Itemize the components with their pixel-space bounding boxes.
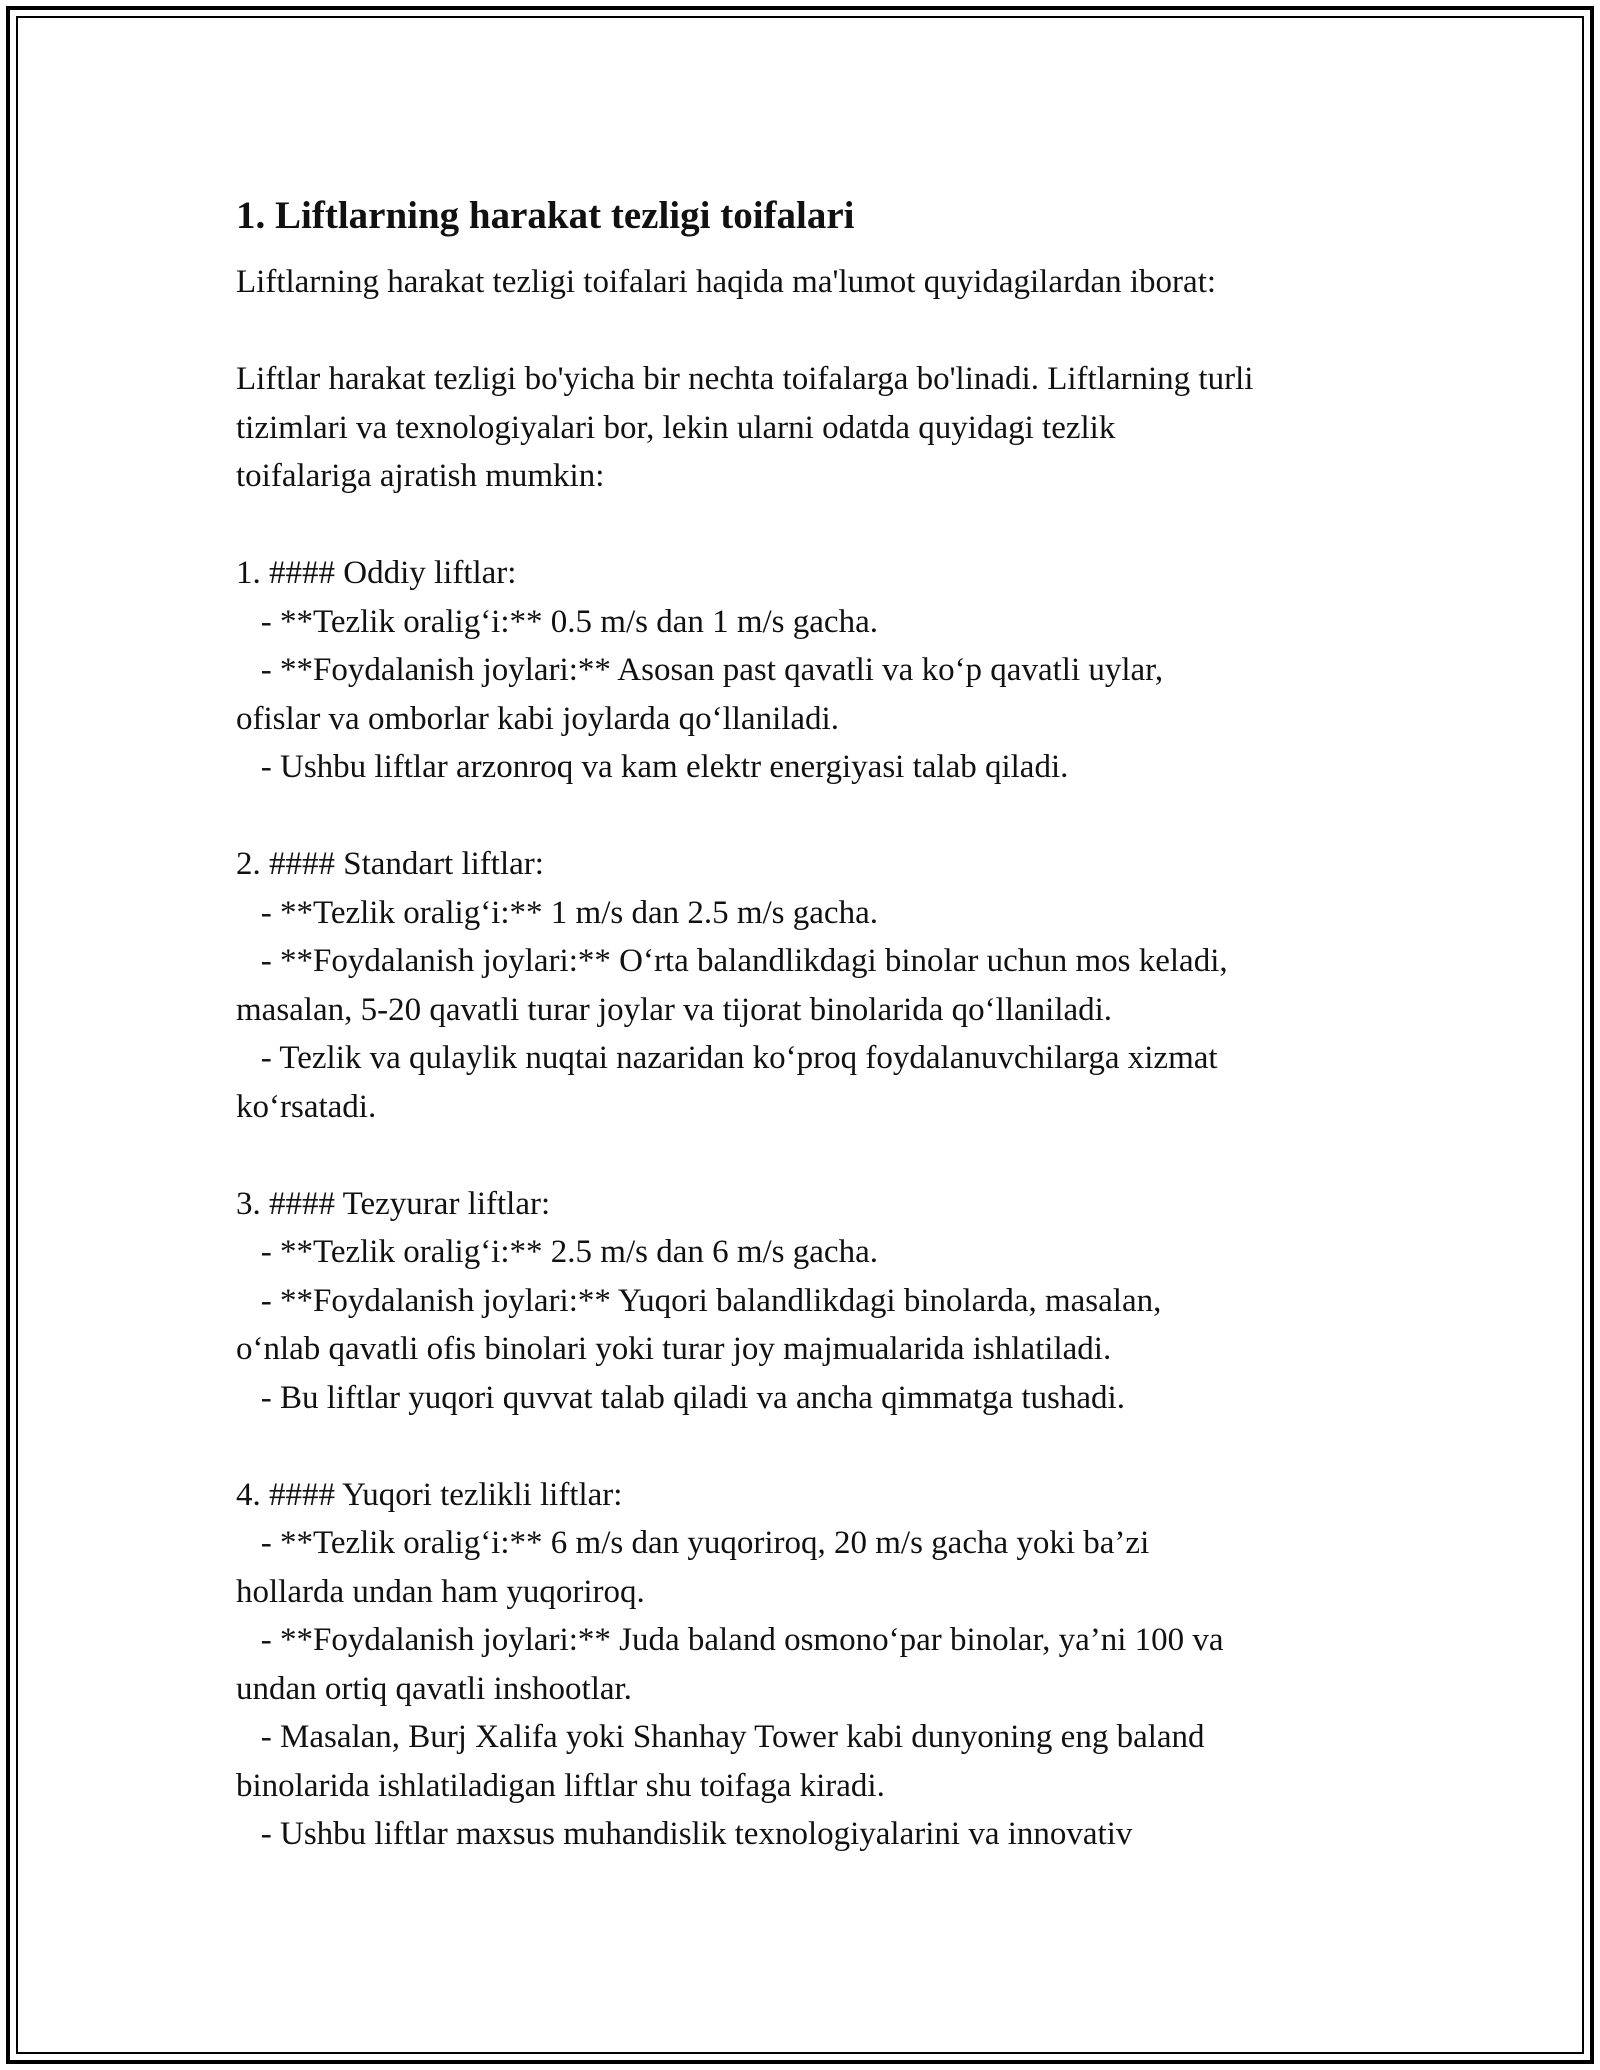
section-line: - Ushbu liftlar arzonroq va kam elektr energiyasi talab qiladi. <box>236 749 1069 785</box>
section-line: - **Foydalanish joylari:** O‘rta balandlikdagi binolar uchun mos keladi, masalan, 5-20 qavatli turar joylar va tijorat binolarida qo‘llaniladi. <box>236 943 1228 1028</box>
section-line: - Bu liftlar yuqori quvvat talab qiladi va ancha qimmatga tushadi. <box>236 1379 1125 1416</box>
section-line: - **Tezlik oralig‘i:** 6 m/s dan yuqoriroq, 20 m/s gacha yoki ba’zi hollarda undan ham yuqoriroq. <box>236 1525 1150 1610</box>
section-line: - **Tezlik oralig‘i:** 2.5 m/s dan 6 m/s gacha. <box>236 1234 878 1270</box>
section-heading: 3. #### Tezyurar liftlar: <box>236 1185 551 1222</box>
section-line: - **Foydalanish joylari:** Juda baland osmono‘par binolar, ya’ni 100 va undan ortiq qavatli inshootlar. <box>236 1622 1224 1707</box>
section-heading: 4. #### Yuqori tezlikli liftlar: <box>236 1476 623 1513</box>
intro-paragraph: Liftlarning harakat tezligi toifalari haqida ma'lumot quyidagilardan iborat: <box>236 264 1217 300</box>
section-line: - **Foydalanish joylari:** Asosan past qavatli va ko‘p qavatli uylar, ofislar va omborlar kabi joylarda qo‘llaniladi. <box>236 652 1164 737</box>
section-line: - Tezlik va qulaylik nuqtai nazaridan ko‘proq foydalanuvchilarga xizmat ko‘rsatadi. <box>236 1040 1218 1125</box>
section-1 <box>236 549 1376 792</box>
section-line: - Masalan, Burj Xalifa yoki Shanhay Tower kabi dunyoning eng baland binolarida ishlatiladigan liftlar shu toifaga kiradi. <box>236 1719 1205 1804</box>
section-3 <box>236 1180 1376 1423</box>
document-title: 1. Liftlarning harakat tezligi toifalari <box>236 194 855 237</box>
section-line: - Ushbu liftlar maxsus muhandislik texnologiyalarini va innovativ <box>236 1816 1133 1852</box>
section-line: - **Tezlik oralig‘i:** 1 m/s dan 2.5 m/s gacha. <box>236 894 878 931</box>
overview-paragraph: Liftlar harakat tezligi bo'yicha bir nechta toifalarga bo'linadi. Liftlarning turli tizimlari va texnologiyalari bor, lekin ularni odatda quyidagi tezlik toifalariga ajratish mumkin: <box>236 361 1254 494</box>
section-line: - **Foydalanish joylari:** Yuqori balandlikdagi binolarda, masalan, o‘nlab qavatli ofis binolari yoki turar joy majmualarida ishlatiladi. <box>236 1282 1162 1367</box>
section-2 <box>236 840 1376 1131</box>
section-4 <box>236 1471 1376 1859</box>
document-page <box>236 188 1376 1859</box>
section-heading: 1. #### Oddiy liftlar: <box>236 555 517 591</box>
section-line: - **Tezlik oralig‘i:** 0.5 m/s dan 1 m/s gacha. <box>236 603 878 640</box>
section-heading: 2. #### Standart liftlar: <box>236 846 544 882</box>
